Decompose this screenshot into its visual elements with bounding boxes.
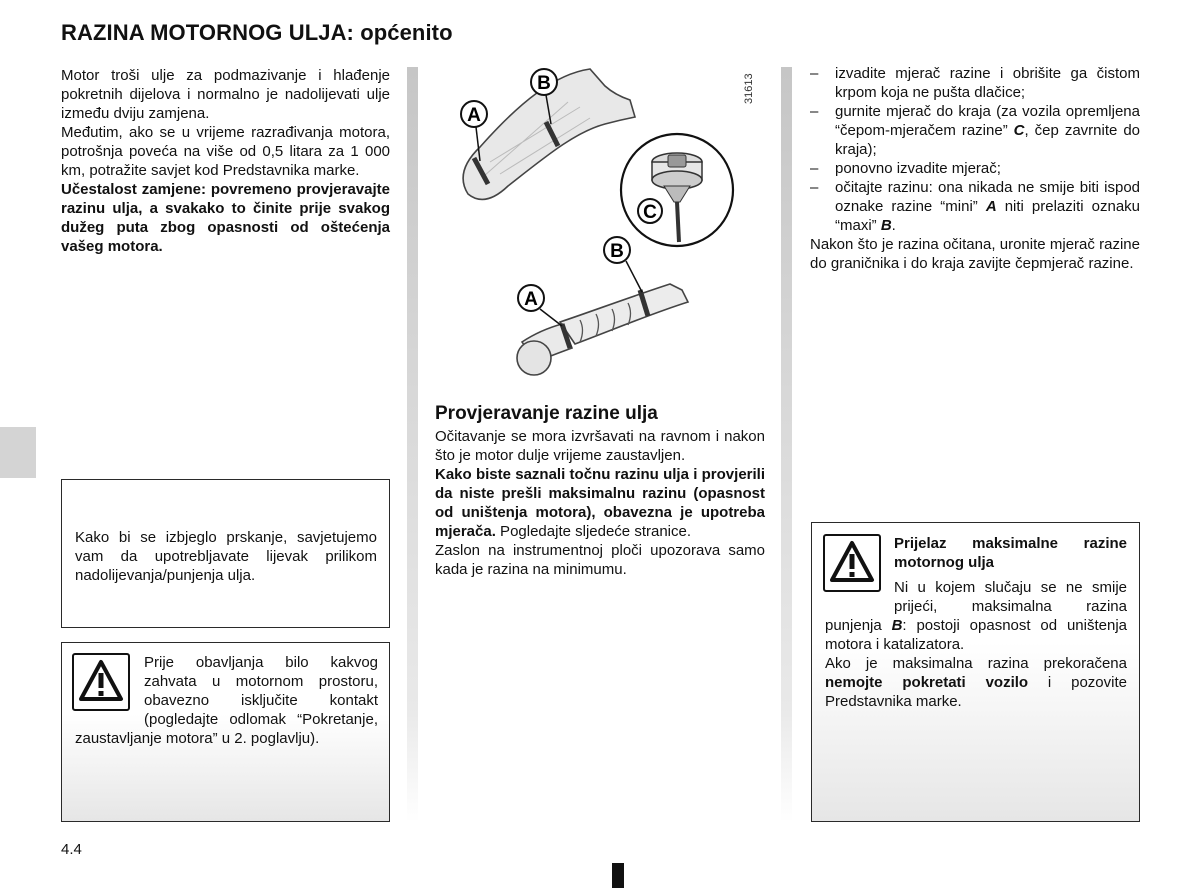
label-a-upper: A — [467, 105, 481, 126]
warning-box-left — [61, 642, 390, 822]
steps-section — [810, 64, 1140, 273]
section-heading: Provjeravanje razine ulja — [435, 403, 658, 424]
check-paragraph-2-bold: Kako biste saznali točnu razinu ulja i provjerili da niste prešli maksimalnu razinu (opasnost od uništenja motora), obavezna je upotreba mjerača. — [435, 466, 765, 540]
info-box-text: Kako bi se izbjeglo prskanje, savjetujemo vam da upotrebljavate lijevak prilikom nadolijevanja/punjenja ulja. — [75, 529, 377, 584]
intro-paragraph-bold: Učestalost zamjene: povremeno provjeravajte razinu ulja, a svakako to činite prije svakog dužeg puta zbog opasnosti od oštećenja vašeg motora. — [61, 181, 390, 255]
column-gutter-left — [407, 67, 418, 822]
step-item: – gurnite mjerač do kraja (za vozila opremljena “čepom-mjeračem razine” C, čep zavrnite do kraja); — [810, 102, 1140, 159]
check-paragraph-3: Zaslon na instrumentnoj ploči upozorava samo kada je razina na minimumu. — [435, 542, 765, 578]
intro-text — [61, 66, 390, 256]
intro-paragraph-1: Motor troši ulje za podmazivanje i hlađenje pokretnih dijelova i normalno je nadolijevati ulje između dviju zamjena. — [61, 67, 390, 122]
dipstick-illustration — [430, 62, 770, 392]
illustration-ref-number: 31613 — [743, 73, 755, 104]
check-paragraph-2 — [435, 465, 765, 541]
page-marker — [612, 863, 624, 888]
warning-text-right — [825, 534, 1127, 711]
info-box — [61, 479, 390, 628]
label-c: C — [643, 202, 657, 223]
step-item: – izvadite mjerač razine i obrišite ga čistom krpom koja ne pušta dlačice; — [810, 64, 1140, 102]
label-b-upper: B — [537, 73, 551, 94]
page-title: RAZINA MOTORNOG ULJA: općenito — [61, 20, 453, 45]
check-paragraph-1: Očitavanje se mora izvršavati na ravnom i nakon što je motor dulje vrijeme zaustavljen. — [435, 428, 765, 464]
label-b-lower: B — [610, 241, 624, 262]
warning-paragraph-2: Ako je maksimalna razina prekoračena nemojte pokretati vozilo i pozovite Predstavnika marke. — [825, 655, 1127, 710]
check-paragraph-2-tail: Pogledajte sljedeće stranice. — [495, 523, 692, 540]
warning-text-left — [75, 653, 378, 748]
step-item: – ponovno izvadite mjerač; — [810, 159, 1140, 178]
chapter-tab — [0, 427, 36, 478]
warning-box-right — [811, 522, 1140, 822]
page-number: 4.4 — [61, 841, 82, 858]
warning-paragraph-1: Ni u kojem slučaju se ne smije prijeći, maksimalna razina punjenja B: postoji opasnost od uništenja motora i katalizatora. — [825, 579, 1127, 653]
after-reading-text: Nakon što je razina očitana, uronite mjerač razine do graničnika i do kraja zavijte čepmjerač razine. — [810, 236, 1140, 272]
step-item: – očitajte razinu: ona nikada ne smije biti ispod oznake razine “mini” A niti prelaziti oznaku “maxi” B. — [810, 178, 1140, 235]
intro-paragraph-2: Međutim, ako se u vrijeme razrađivanja motora, potrošnja poveća na više od 0,5 litara za 1 000 km, potražite savjet kod Predstavnika marke. — [61, 124, 390, 179]
steps-list — [810, 64, 1140, 235]
column-gutter-right — [781, 67, 792, 822]
check-section — [435, 403, 765, 579]
label-a-lower: A — [524, 289, 538, 310]
warning-heading-right: Prijelaz maksimalne razine motornog ulja — [894, 535, 1127, 571]
warning-text-left-content: Prije obavljanja bilo kakvog zahvata u motornom prostoru, obavezno isključite kontakt (pogledajte odlomak “Pokretanje, zaustavljanje motora” u 2. poglavlju). — [75, 654, 378, 747]
